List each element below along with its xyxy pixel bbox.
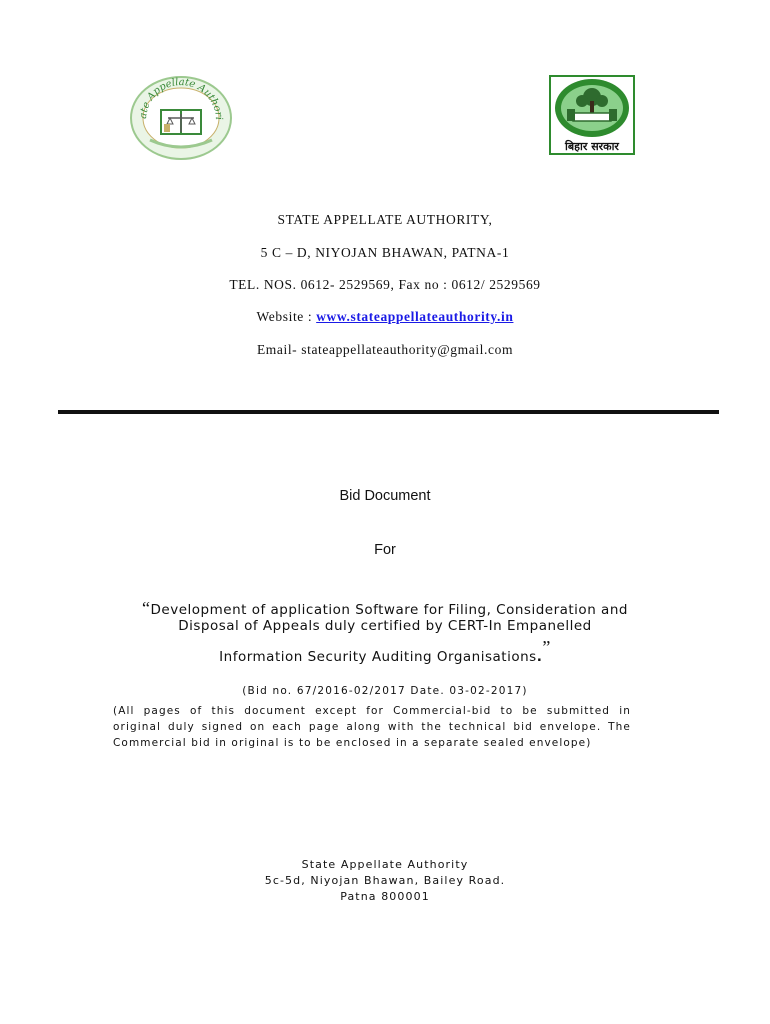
authority-email: Email- stateappellateauthority@gmail.com bbox=[256, 342, 514, 357]
footer-city: Patna 800001 bbox=[340, 890, 430, 903]
document-for: For bbox=[374, 542, 396, 558]
document-title: Bid Document bbox=[339, 488, 431, 504]
close-quote: ” bbox=[542, 637, 551, 657]
subject-text-3: Information Security Auditing Organisations bbox=[219, 649, 537, 665]
subject-line-3 bbox=[90, 637, 680, 666]
authority-telephone: TEL. NOS. 0612- 2529569, Fax no : 0612/ 2529569 bbox=[229, 277, 541, 292]
seal-arc-text: ate Appellate Authori bbox=[137, 76, 225, 121]
state-appellate-authority-seal-icon bbox=[128, 74, 234, 160]
website-label: Website : bbox=[256, 309, 317, 324]
authority-address: 5 C – D, NIYOJAN BHAWAN, PATNA-1 bbox=[260, 245, 510, 260]
emblem-caption: बिहार सरकार bbox=[565, 140, 619, 153]
authority-name: STATE APPELLATE AUTHORITY, bbox=[277, 212, 493, 227]
website-link[interactable]: www.stateappellateauthority.in bbox=[316, 309, 514, 324]
subject-period: . bbox=[536, 649, 543, 665]
footer-name: State Appellate Authority bbox=[301, 858, 469, 871]
subject-line-1 bbox=[90, 598, 680, 619]
subject-text-1: Development of application Software for Filing, Consideration and bbox=[150, 602, 628, 618]
bid-number: (Bid no. 67/2016-02/2017 Date. 03-02-2017) bbox=[242, 685, 528, 697]
authority-website bbox=[0, 309, 770, 325]
bid-submission-note: (All pages of this document except for Commercial-bid to be submitted in original duly signed on each page along with the technical bid envelope. The Commercial bid in original is to be enclosed in a separate sealed envelope) bbox=[113, 705, 631, 749]
header-divider bbox=[58, 410, 719, 414]
open-quote: “ bbox=[142, 598, 151, 618]
subject-line-2: Disposal of Appeals duly certified by CERT-In Empanelled bbox=[178, 618, 592, 634]
footer-address: 5c-5d, Niyojan Bhawan, Bailey Road. bbox=[264, 874, 506, 887]
